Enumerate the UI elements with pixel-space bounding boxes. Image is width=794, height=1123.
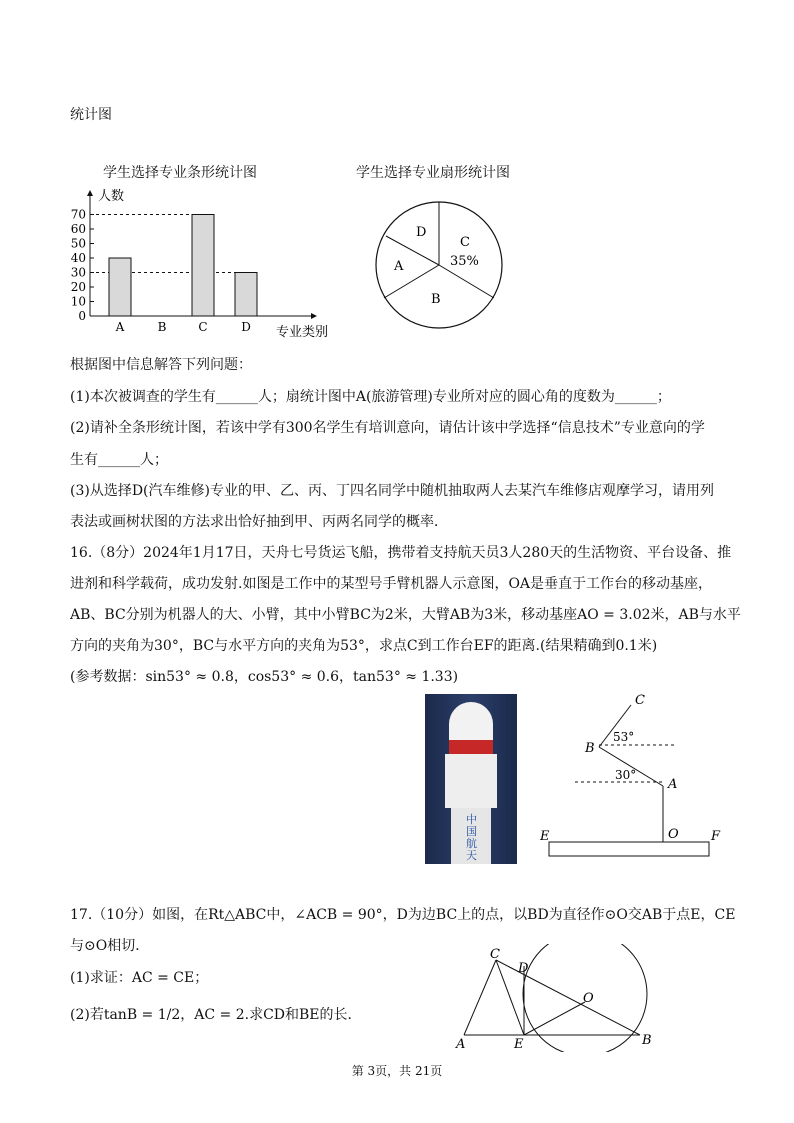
- pie-label-c: C: [460, 235, 470, 250]
- label-c: C: [635, 693, 645, 708]
- x-tick-label: B: [157, 320, 167, 334]
- segment-ac: [464, 960, 496, 1035]
- problem-17-part-2: (2)若tanB = 1/2，AC = 2.求CD和BE的长．: [70, 1007, 362, 1023]
- pie-label-d: D: [416, 225, 427, 240]
- bar-chart: [60, 180, 360, 340]
- label-b: B: [642, 1033, 652, 1048]
- label-e: E: [514, 1037, 524, 1052]
- x-tick-label: C: [198, 320, 208, 334]
- problem-16-reference-data: (参考数据：sin53° ≈ 0.8，cos53° ≈ 0.6，tan53° ≈ 1.33): [70, 669, 459, 685]
- y-tick-label: 50: [70, 236, 86, 251]
- y-axis-label: 人数: [98, 189, 125, 204]
- angle-53: 53°: [613, 730, 635, 744]
- problem-17-line-1: 17.（10分）如图，在Rt△ABC中，∠ACB = 90°，D为边BC上的点，以BD为直径作⊙O交AB于点E，CE: [70, 907, 736, 923]
- bar-c: [192, 215, 214, 317]
- label-b: B: [585, 741, 595, 756]
- label-c: C: [490, 947, 500, 962]
- pie-label-b: B: [431, 292, 441, 307]
- work-table: [549, 842, 709, 856]
- problem-17-line-2: 与⊙O相切．: [70, 938, 150, 954]
- pie-divider-right: [439, 265, 494, 298]
- bar-d: [235, 273, 257, 317]
- bar-chart-title: 学生选择专业条形统计图: [103, 165, 257, 181]
- photo-caption: 中国航天: [466, 813, 477, 862]
- y-tick-label: 60: [70, 222, 86, 236]
- y-tick-label: 20: [70, 280, 86, 294]
- y-tick-label: 10: [70, 294, 86, 309]
- problem-16-line-3: AB、BC分别为机器人的大、小臂，其中小臂BC为2米，大臂AB为3米，移动基座AO = 3.02米，AB与水平: [70, 607, 741, 623]
- pie-chart: [370, 190, 510, 335]
- label-a: A: [668, 777, 678, 792]
- pie-label-a: A: [394, 259, 404, 274]
- bar-a: [109, 258, 131, 316]
- problem-16-line-4: 方向的夹角为30°，BC与水平方向的夹角为53°，求点C到工作台EF的距离.(结果精确到0.1米): [70, 638, 658, 654]
- problem-16-line-2: 进剂和科学载荷，成功发射.如图是工作中的某型号手臂机器人示意图，OA是垂直于工作台的移动基座，: [70, 576, 713, 592]
- y-axis-arrow: [87, 190, 93, 196]
- rocket-photo: [425, 694, 517, 864]
- question-3-line-2: 表法或画树状图的方法求出恰好抽到甲、丙两名同学的概率．: [70, 514, 448, 530]
- page-footer: 第 3页，共 21页: [351, 1064, 443, 1078]
- x-tick-label: A: [115, 320, 125, 334]
- problem-17-part-1: (1)求证：AC = CE；: [70, 970, 209, 986]
- question-3-line-1: (3)从选择D(汽车维修)专业的甲、乙、丙、丁四名同学中随机抽取两人去某汽车维修店观摩学习，请用列: [70, 483, 714, 499]
- x-axis-label: 专业类别: [276, 325, 329, 340]
- label-a: A: [456, 1037, 466, 1052]
- label-e: E: [540, 829, 550, 844]
- y-tick-label: 70: [70, 207, 86, 222]
- circle-diagram: [452, 944, 662, 1052]
- segment-eo: [524, 1002, 585, 1035]
- question-2-line-2: 生有______人；: [70, 452, 168, 468]
- pie-label-c-pct: 35%: [450, 254, 479, 269]
- pie-chart-title: 学生选择专业扇形统计图: [356, 165, 510, 181]
- question-1: (1)本次被调查的学生有______人；扇统计图中A(旅游管理)专业所对应的圆心角的度数为______；: [70, 389, 671, 405]
- x-tick-label: D: [241, 320, 251, 334]
- robot-arm-diagram: [535, 688, 725, 863]
- angle-30: 30°: [615, 768, 637, 782]
- y-tick-label: 0: [78, 309, 86, 323]
- label-d: D: [518, 961, 529, 976]
- label-o: O: [668, 827, 679, 842]
- label-o: O: [583, 991, 594, 1006]
- section-heading: 统计图: [70, 107, 112, 123]
- question-intro: 根据图中信息解答下列问题：: [70, 357, 252, 373]
- problem-16-line-1: 16.（8分）2024年1月17日，天舟七号货运飞船，携带着支持航天员3人280天的生活物资、平台设备、推: [70, 545, 732, 561]
- label-f: F: [711, 829, 721, 844]
- y-tick-label: 40: [70, 251, 86, 265]
- x-axis-arrow: [311, 313, 317, 319]
- question-2-line-1: (2)请补全条形统计图，若该中学有300名学生有培训意向，请估计该中学选择“信息技术”专业意向的学: [70, 420, 705, 436]
- y-tick-label: 30: [70, 265, 86, 280]
